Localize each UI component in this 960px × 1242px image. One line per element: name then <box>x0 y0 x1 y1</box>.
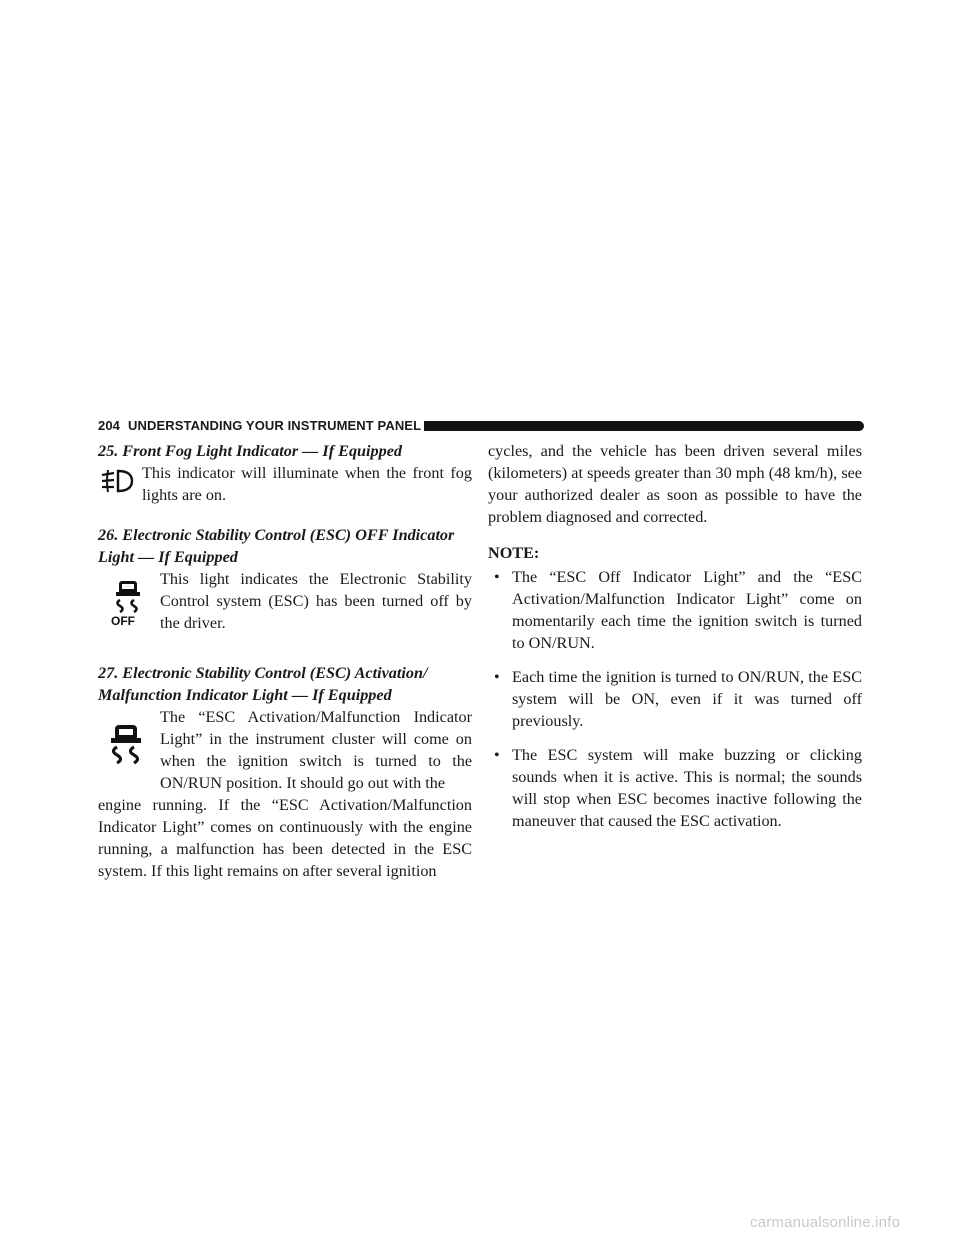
note-bullet-2 <box>488 666 862 732</box>
continuation-text: cycles, and the vehicle has been driven several miles (kilometers) at speeds greater than 30 mph (48 km/h), see your authorized dealer as soon as possible to have the problem diagnosed and corrected. <box>488 442 862 526</box>
watermark: carmanualsonline.info <box>750 1214 901 1231</box>
item-27-body-full: engine running. If the “ESC Activation/Malfunction Indicator Light” comes on continuously with the engine running, a malfunction has been detected in the ESC system. If this light remains on after several ignition <box>98 796 472 880</box>
item-25-heading: 25. Front Fog Light Indicator — If Equipped <box>98 442 403 460</box>
item-26-heading-line2: Light — If Equipped <box>98 548 238 566</box>
page-number: 204 <box>98 418 120 433</box>
esc-off-icon-label: OFF <box>111 614 135 628</box>
note-bullet-3-text: The ESC system will make buzzing or clicking sounds when it is active. This is normal; the sounds will stop when ESC becomes inactive following the maneuver that caused the ESC activation. <box>512 746 862 830</box>
bullet-dot: • <box>494 568 500 586</box>
section-title: UNDERSTANDING YOUR INSTRUMENT PANEL <box>128 418 422 433</box>
item-25-body: This indicator will illuminate when the front fog lights are on. <box>142 464 472 504</box>
item-26 <box>98 568 472 638</box>
note-bullet-2-text: Each time the ignition is turned to ON/RUN, the ESC system will be ON, even if it was turned off previously. <box>512 668 862 730</box>
note-bullet-3 <box>488 744 862 832</box>
note-bullet-1 <box>488 566 862 654</box>
left-column <box>98 440 472 882</box>
item-27 <box>98 706 472 794</box>
esc-off-icon <box>110 578 150 628</box>
right-column <box>488 440 862 832</box>
header-rule <box>424 421 864 431</box>
item-27-heading-line1: 27. Electronic Stability Control (ESC) Activation/ <box>98 664 428 682</box>
esc-activation-icon <box>104 722 148 770</box>
item-27-body-indented: The “ESC Activation/Malfunction Indicator Light” in the instrument cluster will come on when the ignition switch is turned to the ON/RUN position. It should go out with the <box>160 708 472 792</box>
item-25 <box>98 462 472 506</box>
item-26-body: This light indicates the Electronic Stability Control system (ESC) has been turned off by the driver. <box>160 570 472 632</box>
front-fog-light-icon <box>100 468 134 494</box>
item-27-heading-line2: Malfunction Indicator Light — If Equipped <box>98 686 392 704</box>
note-label: NOTE: <box>488 544 540 562</box>
bullet-dot: • <box>494 746 500 764</box>
note-bullet-1-text: The “ESC Off Indicator Light” and the “ESC Activation/Malfunction Indicator Light” come on momentarily each time the ignition switch is turned to ON/RUN. <box>512 568 862 652</box>
page-header <box>98 418 864 434</box>
item-26-heading-line1: 26. Electronic Stability Control (ESC) OFF Indicator <box>98 526 455 544</box>
bullet-dot: • <box>494 668 500 686</box>
